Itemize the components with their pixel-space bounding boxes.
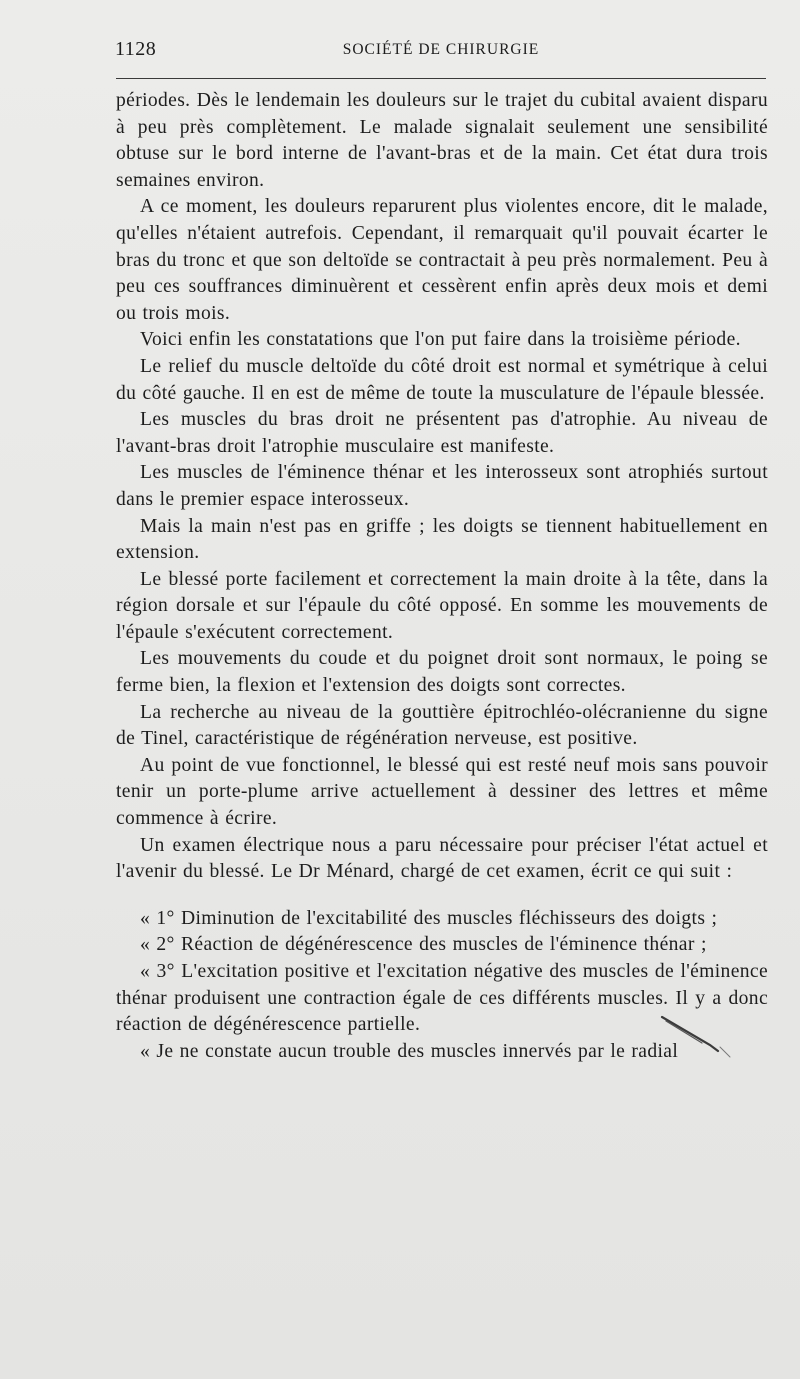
paragraph: Les muscles de l'éminence thénar et les interosseux sont atrophiés surtout dans le premier espace interosseux. — [116, 462, 768, 510]
quote-paragraph: « 3° L'excitation positive et l'excitation négative des muscles de l'éminence thénar produisent une contraction égale de ces différents muscles. Il y a donc réaction de dégénérescence partielle. — [116, 961, 768, 1036]
running-title: SOCIÉTÉ DE CHIRURGIE — [342, 41, 540, 58]
paragraph: Le relief du muscle deltoïde du côté droit est normal et symétrique à celui du côté gauche. Il en est de même de toute la musculature de l'épaule blessée. — [116, 355, 768, 404]
quote-paragraph: « Je ne constate aucun trouble des muscles innervés par le radial — [140, 1040, 679, 1062]
paragraph: A ce moment, les douleurs reparurent plus violentes encore, dit le malade, qu'elles n'étaient autrefois. Cependant, il remarquait qu'il pouvait écarter le bras du tronc et que son deltoïde se contractait à peu près normalement. Peu à peu ces souffrances diminuèrent et cessèrent enfin après deux mois et demi ou trois mois. — [116, 196, 768, 324]
paragraph: Au point de vue fonctionnel, le blessé qui est resté neuf mois sans pouvoir tenir un porte-plume arrive actuellement à dessiner des lettres et même commence à écrire. — [116, 754, 768, 830]
page-header — [115, 38, 767, 60]
quote-paragraph: « 2° Réaction de dégénérescence des muscles de l'éminence thénar ; — [140, 934, 707, 956]
paragraph: Un examen électrique nous a paru nécessaire pour préciser l'état actuel et l'avenir du blessé. Le Dr Ménard, chargé de cet examen, écrit ce qui suit : — [116, 834, 768, 883]
paragraph: Voici enfin les constatations que l'on put faire dans la troisième période. — [140, 329, 741, 351]
paragraph: Mais la main n'est pas en griffe ; les doigts se tiennent habituellement en extension. — [116, 515, 768, 564]
paragraph: périodes. Dès le lendemain les douleurs sur le trajet du cubital avaient disparu à peu près complètement. Le malade signalait seulement une sensibilité obtuse sur le bord interne de l'avant-bras et de la main. Cet état dura trois semaines environ. — [116, 90, 768, 191]
paragraph: La recherche au niveau de la gouttière épitrochléo-olécranienne du signe de Tinel, caractéristique de régénération nerveuse, est positive. — [116, 701, 768, 750]
body-text — [116, 88, 768, 1065]
quote-paragraph: « 1° Diminution de l'excitabilité des muscles fléchisseurs des doigts ; — [140, 907, 718, 929]
paragraph: Les muscles du bras droit ne présentent pas d'atrophie. Au niveau de l'avant-bras droit l'atrophie musculaire est manifeste. — [116, 409, 768, 457]
paragraph: Le blessé porte facilement et correctement la main droite à la tête, dans la région dorsale et sur l'épaule du côté opposé. En somme les mouvements de l'épaule s'exécutent correctement. — [116, 568, 768, 643]
page-number: 1128 — [115, 38, 157, 60]
ink-mark — [658, 1007, 738, 1062]
header-rule — [116, 78, 766, 79]
paragraph: Les mouvements du coude et du poignet droit sont normaux, le poing se ferme bien, la flexion et l'extension des doigts sont correctes. — [116, 648, 768, 697]
